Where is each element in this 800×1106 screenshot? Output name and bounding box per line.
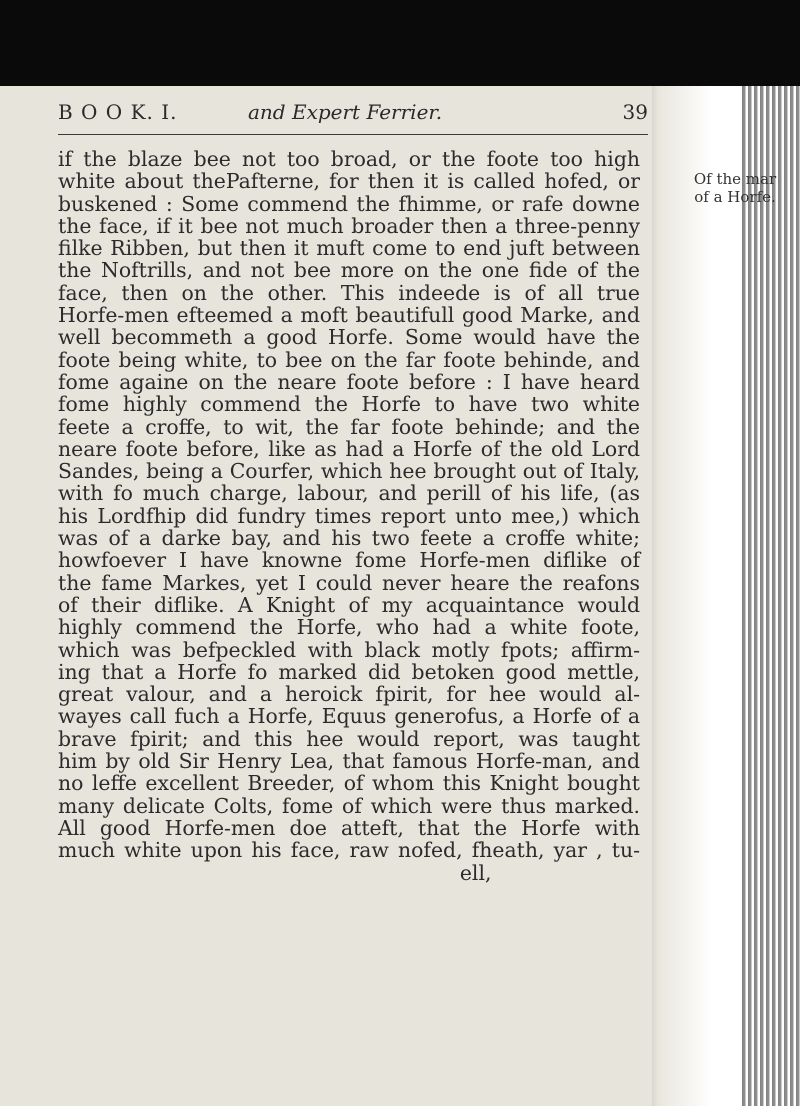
text-line: much white upon his face, raw nofed, fheath, yar , tu- (58, 838, 640, 863)
text-line: white about thePafterne, for then it is called hofed, or (58, 169, 640, 194)
text-line: neare foote before, like as had a Horfe of the old Lord (58, 436, 640, 461)
text-line: the fame Markes, yet I could never heare the reafons (58, 570, 640, 595)
text-line: ing that a Horfe fo marked did betoken good mettle, (58, 659, 640, 684)
text-line: feete a croffe, to wit, the far foote behinde; and the (58, 414, 640, 439)
marginal-note-line: Of the mar (693, 170, 777, 188)
text-line: brave fpirit; and this hee would report, was taught (58, 726, 640, 751)
text-line: ell, (58, 860, 492, 885)
book-label: B O O K. I. (58, 100, 178, 124)
text-line: the Noftrills, and not bee more on the one fide of the (58, 258, 640, 283)
text-line: face, then on the other. This indeede is of all true (58, 280, 640, 305)
text-line: if the blaze bee not too broad, or the foote too high (58, 147, 640, 171)
text-line: Sandes, being a Courfer, which hee brought out of Italy, (58, 459, 640, 484)
marginal-note (690, 170, 780, 206)
running-header (58, 100, 648, 140)
text-line: highly commend the Horfe, who had a white foote, (58, 615, 640, 640)
header-rule (58, 134, 648, 135)
text-line: buskened : Some commend the fhimme, or rafe downe (58, 191, 640, 216)
text-line: no leffe excellent Breeder, of whom this Knight bought (58, 771, 640, 796)
text-line: great valour, and a heroick fpirit, for hee would al- (58, 682, 640, 707)
marginal-note-line: of a Horfe. (694, 188, 776, 206)
text-line: well becommeth a good Horfe. Some would have the (58, 325, 640, 350)
text-line: which was befpeckled with black motly fpots; affirm- (58, 637, 640, 662)
text-line: with fo much charge, labour, and perill of his life, (as (58, 481, 640, 506)
text-line: fome againe on the neare foote before : I have heard (58, 369, 640, 394)
text-line: fome highly commend the Horfe to have two white (58, 392, 640, 417)
text-line: the face, if it bee not much broader then a three-penny (58, 213, 640, 238)
text-line: was of a darke bay, and his two feete a croffe white; (58, 526, 640, 551)
running-title: and Expert Ferrier. (248, 100, 443, 124)
text-line: howfoever I have knowne fome Horfe-men diflike of (58, 548, 640, 573)
text-line: of their diflike. A Knight of my acquaintance would (58, 592, 640, 617)
book-spine (742, 86, 800, 1106)
text-line: many delicate Colts, fome of which were thus marked. (58, 793, 640, 818)
page-number: 39 (622, 100, 648, 124)
text-line: wayes call fuch a Horfe, Equus generofus, a Horfe of a (58, 704, 640, 729)
text-line: him by old Sir Henry Lea, that famous Horfe-man, and (58, 749, 640, 774)
text-line: All good Horfe-men doe atteft, that the Horfe with (58, 815, 640, 840)
text-line: his Lordfhip did fundry times report unto mee,) which (58, 503, 640, 528)
text-line: foote being white, to bee on the far foote behinde, and (58, 347, 640, 372)
text-line: filke Ribben, but then it muft come to end juft between (58, 236, 640, 261)
body-text (58, 148, 640, 884)
text-line: Horfe-men efteemed a moft beautifull good Marke, and (58, 303, 640, 328)
